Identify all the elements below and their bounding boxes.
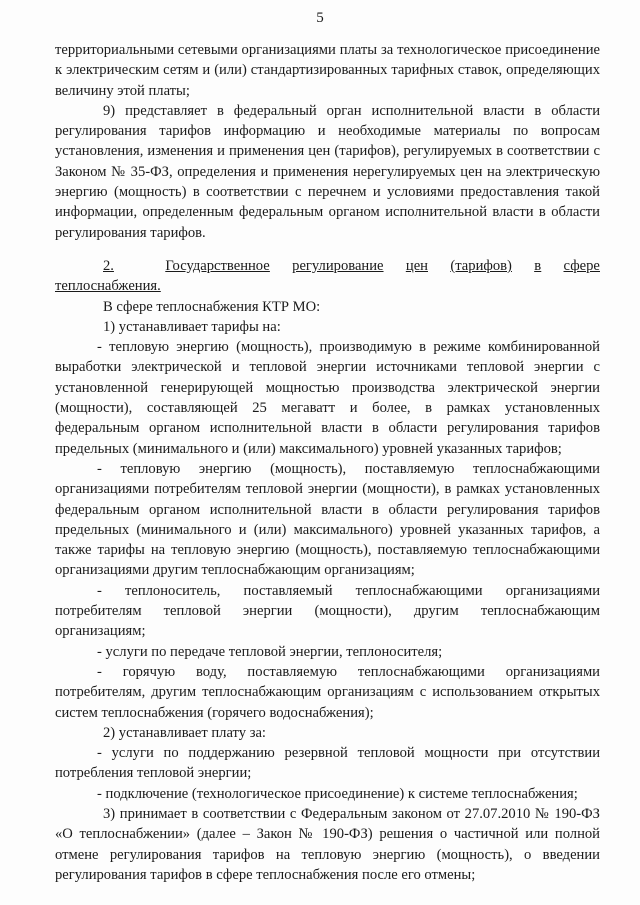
section-title-tail xyxy=(55,276,600,296)
list-bullet: - тепловую энергию (мощность), поставляемую теплоснабжающими организациями потребителям тепловой энергии (мощности), в рамках установленных федеральным органом исполнительной власти в области регулирования тарифов предельных (минимального и (или) максимального) уровней указанных тарифов, а также тарифы на тепловую энергию (мощность), поставляемую теплоснабжающими организациями другим теплоснабжающим организациям; xyxy=(55,460,600,579)
section-title-word: сфере xyxy=(563,257,600,274)
list-item-1: 1) устанавливает тарифы на: xyxy=(103,318,281,335)
section-number: 2. xyxy=(103,257,114,274)
list-bullet: - подключение (технологическое присоединение) к системе теплоснабжения; xyxy=(97,785,578,802)
section-title-word: Государственное xyxy=(165,257,270,274)
section-intro: В сфере теплоснабжения КТР МО: xyxy=(103,298,321,315)
section-title-word: регулирование xyxy=(292,257,384,274)
list-bullet: - теплоноситель, поставляемый теплоснабжающими организациями потребителям тепловой энергии (мощности), другим теплоснабжающим организациям; xyxy=(55,582,600,640)
section-heading xyxy=(103,256,600,276)
paragraph-continuation: территориальными сетевыми организациями платы за технологическое присоединение к электрическим сетям и (или) стандартизированных тарифных ставок, определяющих величину этой платы; xyxy=(55,42,600,99)
list-bullet: - тепловую энергию (мощность), производимую в режиме комбинированной выработки электрической и тепловой энергии источниками тепловой энергии с установленной генерирующей мощностью производства электрической энергии (мощности), составляющей 25 мегаватт и более, в рамках установленных федеральным органом исполнительной власти в области регулирования тарифов предельных (минимального и (или) максимального) уровней указанных тарифов; xyxy=(55,339,600,457)
section-title-tail-text: теплоснабжения. xyxy=(55,278,161,295)
page-number: 5 xyxy=(316,10,324,26)
list-item-2: 2) устанавливает плату за: xyxy=(103,724,266,741)
document-body xyxy=(55,40,600,885)
list-bullet: - горячую воду, поставляемую теплоснабжающими организациями потребителям, другим теплоснабжающим организациям с использованием открытых систем теплоснабжения (горячего водоснабжения); xyxy=(55,663,600,721)
paragraph-item-9: 9) представляет в федеральный орган исполнительной власти в области регулирования тарифов информацию и необходимые материалы по вопросам установления, изменения и применения цен (тарифов), регулируемых в соответствии с Законом № 35-ФЗ, определения и применения нерегулируемых цен на электрическую энергию (мощность) в соответствии с перечнем и условиями предоставления такой информации, определенным федеральным органом исполнительной власти в области регулирования тарифов. xyxy=(55,102,600,241)
list-item-3: 3) принимает в соответствии с Федеральным законом от 27.07.2010 № 190-ФЗ «О теплоснабжении» (далее – Закон № 190-ФЗ) решения о частичной или полной отмене регулирования тарифов на тепловую энергию (мощность), о введении регулирования тарифов в сфере теплоснабжения после его отмены; xyxy=(55,805,600,883)
section-title-word: (тарифов) xyxy=(450,257,512,274)
list-bullet: - услуги по передаче тепловой энергии, теплоносителя; xyxy=(97,643,443,660)
section-title-word: в xyxy=(534,257,542,274)
list-bullet: - услуги по поддержанию резервной тепловой мощности при отсутствии потребления тепловой энергии; xyxy=(55,745,600,782)
section-title-word: цен xyxy=(405,257,428,274)
spacer xyxy=(55,243,600,256)
